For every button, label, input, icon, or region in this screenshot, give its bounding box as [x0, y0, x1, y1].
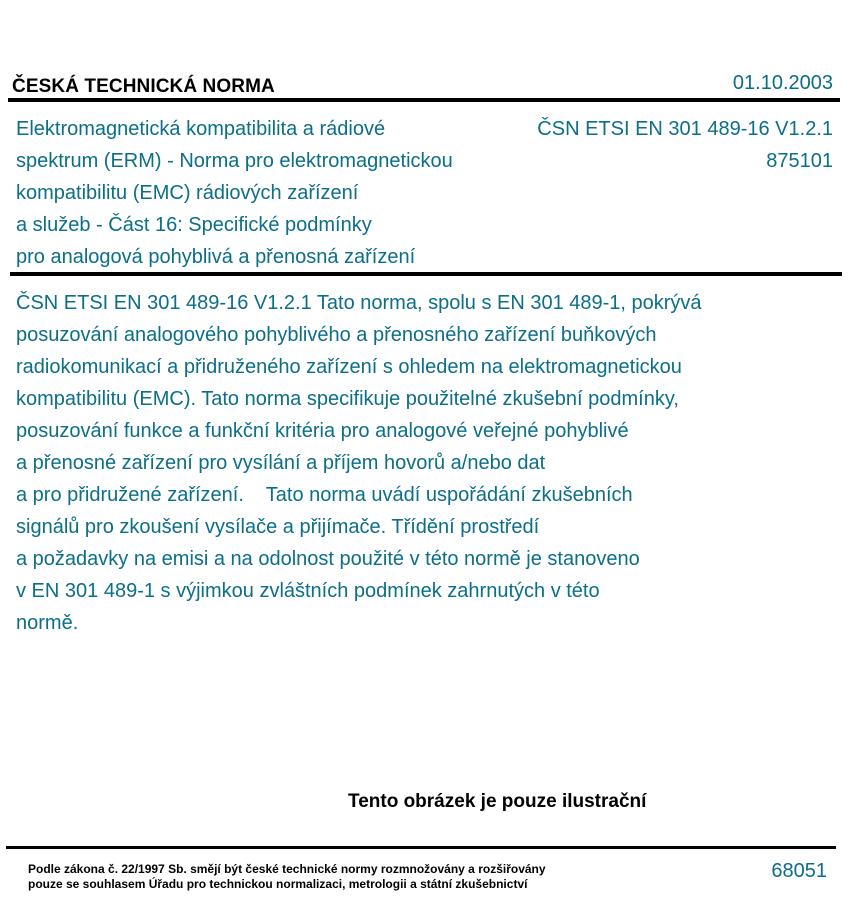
header-divider	[8, 98, 840, 102]
abstract-text	[16, 287, 846, 639]
standard-title-line: kompatibilitu (EMC) rádiových zařízení	[16, 182, 359, 204]
standard-title-line: spektrum (ERM) - Norma pro elektromagnetickou	[16, 150, 453, 172]
standard-identification	[537, 113, 833, 177]
standard-designation: ČSN ETSI EN 301 489-16 V1.2.1	[537, 118, 833, 140]
abstract-line: signálů pro zkoušení vysílače a přijímače. Třídění prostředí	[16, 516, 540, 538]
standard-title-line: a služeb - Část 16: Specifické podmínky	[16, 214, 372, 236]
footer-divider	[6, 846, 836, 849]
abstract-line: kompatibilitu (EMC). Tato norma specifikuje použitelné zkušební podmínky,	[16, 388, 679, 410]
document-type-heading: ČESKÁ TECHNICKÁ NORMA	[12, 76, 275, 97]
abstract-line: a požadavky na emisi a na odolnost použité v této normě je stanoveno	[16, 548, 640, 570]
abstract-line: normě.	[16, 612, 79, 634]
standard-title-line: pro analogová pohyblivá a přenosná zařízení	[16, 246, 416, 268]
abstract-line: posuzování analogového pohyblivého a přenosného zařízení buňkových	[16, 324, 657, 346]
classification-code: 875101	[766, 150, 833, 172]
copyright-line: pouze se souhlasem Úřadu pro technickou normalizaci, metrologii a státní zkušebnictví	[28, 877, 528, 891]
abstract-line: radiokomunikací a přidruženého zařízení s ohledem na elektromagnetickou	[16, 356, 682, 378]
abstract-line: v EN 301 489-1 s výjimkou zvláštních podmínek zahrnutých v této	[16, 580, 600, 602]
abstract-line: a pro přidružené zařízení. Tato norma uvádí uspořádání zkušebních	[16, 484, 633, 506]
copyright-line: Podle zákona č. 22/1997 Sb. smějí být české technické normy rozmnožovány a rozšiřovány	[28, 862, 546, 876]
catalog-number: 68051	[771, 860, 827, 882]
illustration-note: Tento obrázek je pouze ilustrační	[348, 791, 647, 812]
abstract-line: posuzování funkce a funkční kritéria pro analogové veřejné pohyblivé	[16, 420, 629, 442]
standard-title-line: Elektromagnetická kompatibilita a rádiové	[16, 118, 386, 140]
publication-date: 01.10.2003	[732, 72, 833, 94]
standard-title	[16, 113, 506, 273]
abstract-line: ČSN ETSI EN 301 489-16 V1.2.1 Tato norma, spolu s EN 301 489-1, pokrývá	[16, 292, 702, 314]
copyright-notice	[28, 862, 546, 892]
title-divider	[10, 272, 842, 276]
abstract-line: a přenosné zařízení pro vysílání a příjem hovorů a/nebo dat	[16, 452, 546, 474]
